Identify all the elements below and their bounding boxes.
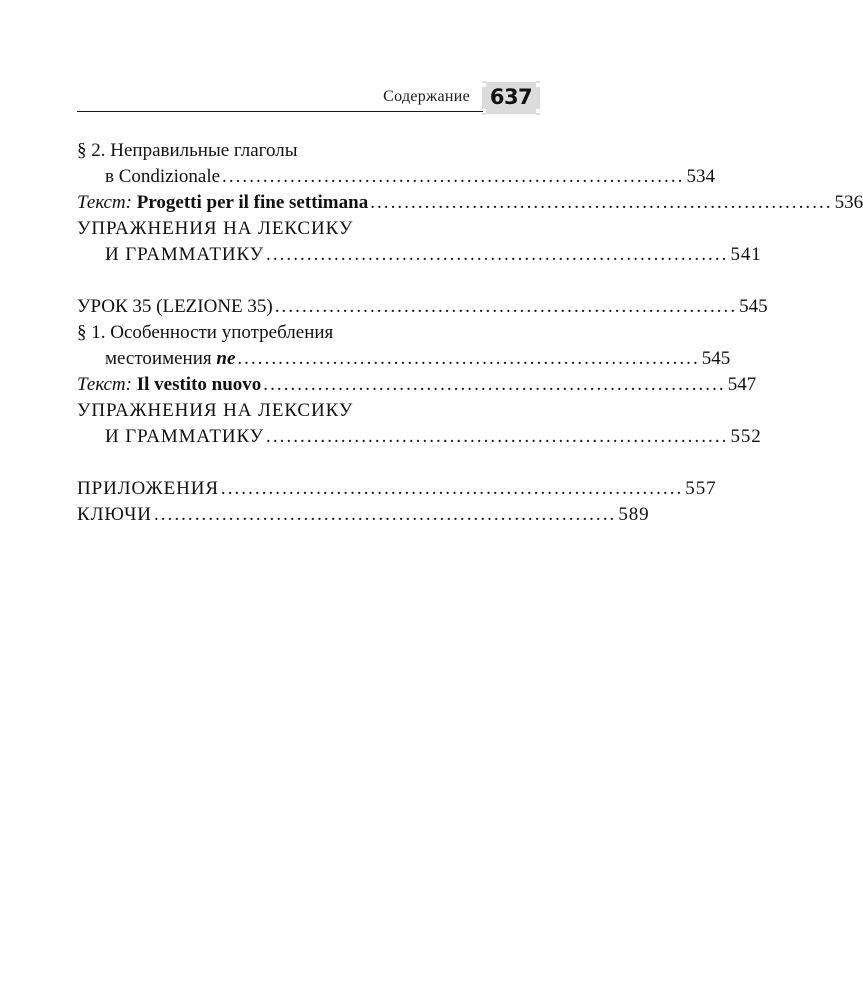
toc-item-9-page: 589 (618, 504, 650, 525)
toc-item-6 (77, 372, 757, 398)
dot-leader: .................................................................... (274, 296, 738, 317)
toc-item-9 (77, 502, 650, 528)
toc-item-1-line-2 (77, 164, 715, 190)
dot-leader: .................................................................... (263, 374, 726, 395)
dot-leader: .................................................................... (266, 426, 729, 447)
section-spacer (77, 450, 519, 476)
page-header (0, 0, 618, 130)
toc-item-1-line-1 (77, 138, 519, 164)
dot-leader: .................................................................... (220, 478, 684, 499)
dot-leader: .................................................................... (237, 348, 700, 369)
toc-item-5-emphasis: ne (216, 348, 236, 369)
table-of-contents (77, 138, 863, 528)
toc-item-7-page: 552 (730, 426, 762, 447)
toc-item-5-heading: § 1. Особенности употребления (77, 322, 334, 343)
toc-item-1-page: 534 (686, 166, 715, 187)
toc-item-7-line-2 (77, 424, 762, 450)
toc-item-6-title: Il vestito nuovo (136, 374, 262, 395)
toc-item-8-title: ПРИЛОЖЕНИЯ (77, 478, 219, 499)
toc-item-2-prefix: Текст: (77, 192, 132, 213)
dot-leader: .................................................................... (370, 192, 833, 213)
toc-item-3-line-1 (77, 216, 519, 242)
running-head-title: Содержание (383, 88, 470, 105)
page-number-badge (480, 78, 542, 118)
toc-item-3-heading: УПРАЖНЕНИЯ НА ЛЕКСИКУ (77, 218, 354, 239)
page-number: 637 (489, 85, 533, 109)
toc-item-8-page: 557 (685, 478, 717, 499)
toc-item-5-heading-cont: местоимения (105, 348, 212, 369)
toc-item-3-page: 541 (730, 244, 762, 265)
toc-item-1-heading: § 2. Неправильные глаголы (77, 140, 298, 161)
dot-leader: .................................................................... (222, 166, 685, 187)
toc-item-2-title: Progetti per il fine settimana (136, 192, 369, 213)
toc-item-1-heading-cont: в Condizionale (105, 166, 221, 187)
header-rule (77, 111, 483, 112)
toc-item-7-heading-cont: И ГРАММАТИКУ (105, 426, 265, 447)
toc-item-3-heading-cont: И ГРАММАТИКУ (105, 244, 265, 265)
dot-leader: .................................................................... (266, 244, 729, 265)
toc-item-7-heading: УПРАЖНЕНИЯ НА ЛЕКСИКУ (77, 400, 354, 421)
toc-item-4-page: 545 (739, 296, 768, 317)
toc-item-5-page: 545 (701, 348, 731, 369)
toc-item-6-prefix: Текст: (77, 374, 132, 395)
dot-leader: .................................................................... (153, 504, 617, 525)
toc-item-5-line-1 (77, 320, 519, 346)
toc-item-7-line-1 (77, 398, 519, 424)
toc-item-5-line-2 (77, 346, 731, 372)
toc-item-2-page: 536 (834, 192, 863, 213)
toc-item-3-line-2 (77, 242, 762, 268)
toc-item-4 (77, 294, 768, 320)
toc-item-9-title: КЛЮЧИ (77, 504, 152, 525)
toc-item-8 (77, 476, 717, 502)
toc-item-2 (77, 190, 863, 216)
section-spacer (77, 268, 519, 294)
toc-item-6-page: 547 (727, 374, 757, 395)
toc-item-4-title: УРОК 35 (LEZIONE 35) (77, 296, 273, 317)
